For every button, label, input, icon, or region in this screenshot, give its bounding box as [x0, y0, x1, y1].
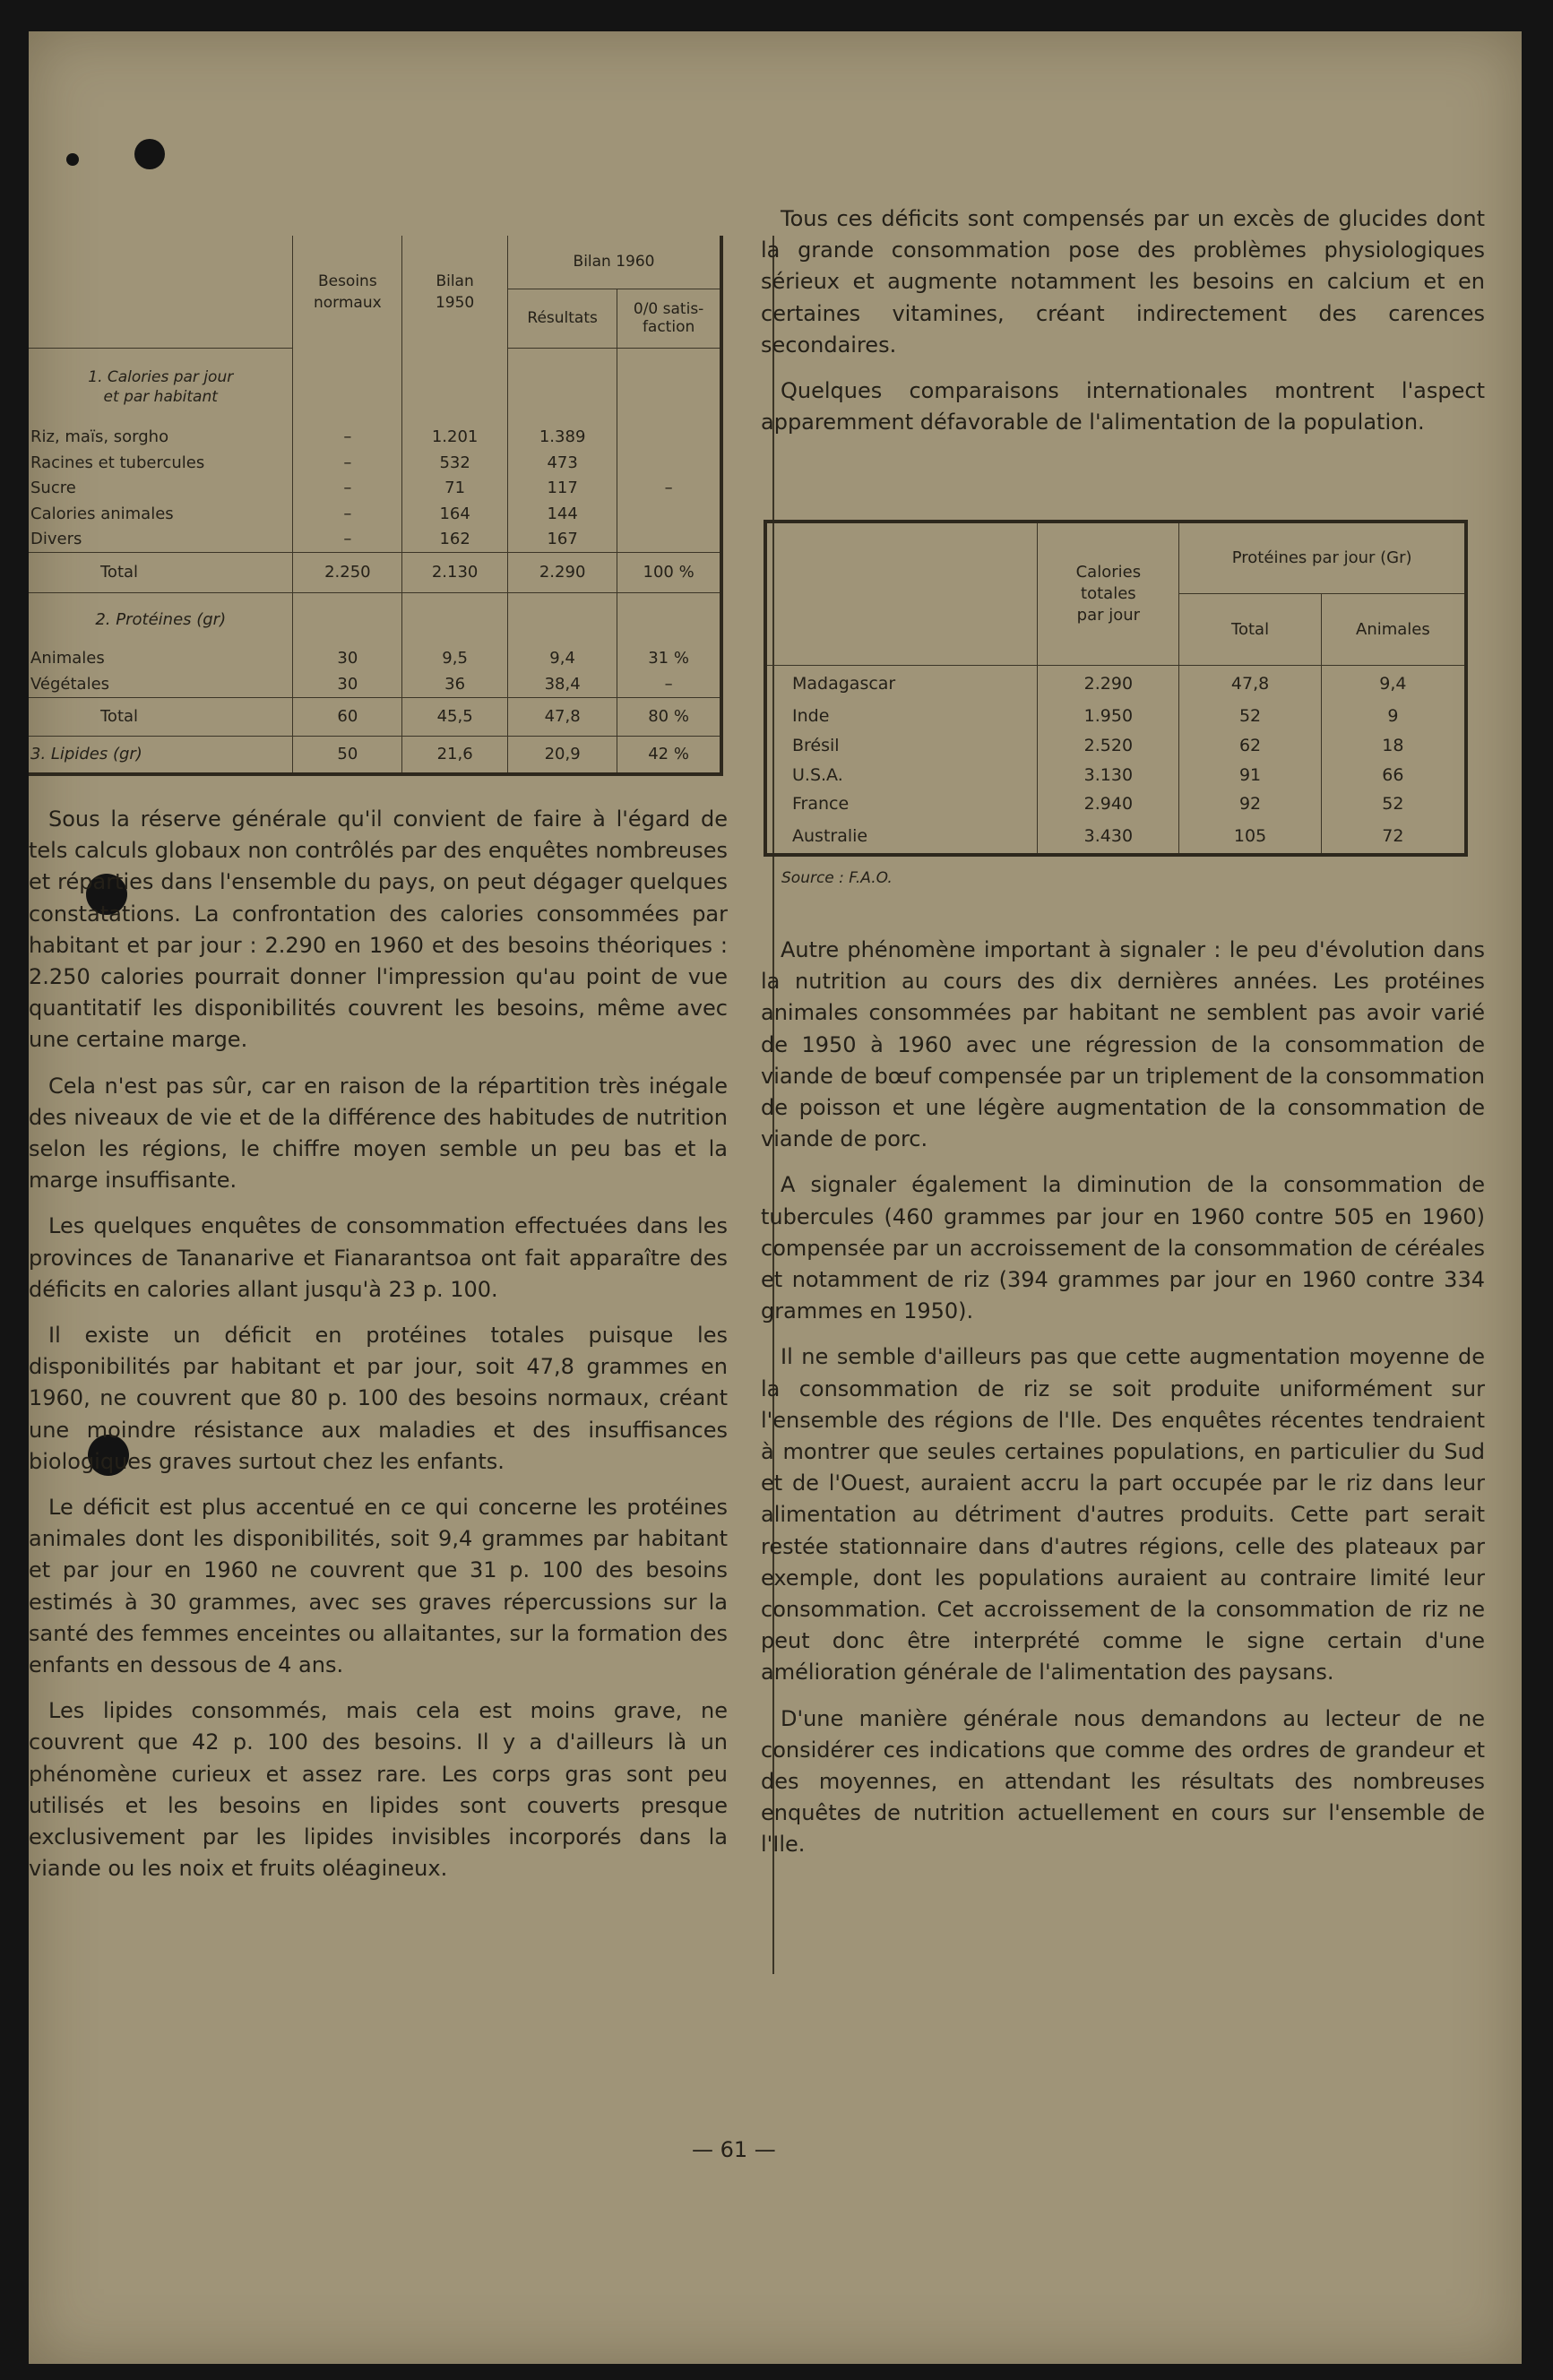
- left-column: [29, 804, 728, 1900]
- total-label: Total: [29, 698, 293, 737]
- cell: 38,4: [508, 672, 617, 698]
- cell: 31 %: [617, 646, 721, 671]
- cell: 36: [402, 672, 508, 698]
- header-animales: Animales: [1321, 593, 1466, 665]
- cell: 20,9: [508, 736, 617, 774]
- paragraph: Il existe un déficit en protéines totales puisque les disponibilités par habitant et par jour, soit 47,8 grammes en 1960, ne couvrent que 80 p. 100 des besoins normaux, créant une moindre résistance aux maladies et des insuffisances biologiques graves surtout chez les enfants.: [29, 1323, 728, 1474]
- table-source: Source : F.A.O.: [781, 869, 893, 887]
- right-column-bottom: [761, 935, 1485, 1876]
- international-comparison-table: [764, 520, 1468, 857]
- cell: 47,8: [1179, 666, 1321, 702]
- row-label: Sucre: [30, 479, 76, 498]
- cell: 100 %: [617, 553, 721, 593]
- row-label: Riz, maïs, sorgho: [30, 427, 169, 447]
- cell: 2.130: [402, 553, 508, 593]
- section-calories: 1. Calories par jour et par habitant: [88, 367, 234, 406]
- paragraph: A signaler également la diminution de la consommation de tubercules (460 grammes par jour en 1960 contre 505 en 1960) compensée par un accroissement de la consommation de céréales et notamment de riz (394 grammes par jour en 1960 contre 334 grammes en 1950).: [761, 1172, 1485, 1324]
- paragraph: Quelques comparaisons internationales montrent l'aspect apparemment défavorable de l'alimentation de la population.: [761, 378, 1485, 435]
- paragraph: D'une manière générale nous demandons au lecteur de ne considérer ces indications que comme des ordres de grandeur et des moyennes, en attendant les résultats des nombreuses enquêtes de nutrition actuellement en cours sur l'ensemble de l'Ile.: [761, 1705, 1485, 1858]
- cell: 42 %: [617, 736, 721, 774]
- cell: 91: [1179, 760, 1321, 789]
- cell: 71: [402, 476, 508, 501]
- cell: 2.520: [1038, 731, 1179, 761]
- cell: [617, 527, 721, 553]
- cell: 162: [402, 527, 508, 553]
- cell: 3.130: [1038, 760, 1179, 789]
- country-name: Australie: [792, 825, 868, 846]
- section-proteines: 2. Protéines (gr): [95, 609, 227, 629]
- cell: 66: [1321, 760, 1466, 789]
- cell: 47,8: [508, 698, 617, 737]
- cell: 105: [1179, 819, 1321, 855]
- cell: 9,5: [402, 646, 508, 671]
- cell: 2.290: [508, 553, 617, 593]
- cell: 2.290: [1038, 666, 1179, 702]
- row-label: Racines et tubercules: [30, 453, 205, 472]
- row-label: Calories animales: [30, 504, 174, 523]
- cell: 62: [1179, 731, 1321, 761]
- cell: 9: [1321, 702, 1466, 731]
- row-label: Animales: [30, 649, 105, 668]
- lipides-label: 3. Lipides (gr): [30, 744, 142, 763]
- cell: 144: [508, 501, 617, 526]
- cell: 45,5: [402, 698, 508, 737]
- document-page: [29, 31, 1522, 2364]
- cell: 3.430: [1038, 819, 1179, 855]
- cell: 1.389: [508, 425, 617, 450]
- cell: 52: [1321, 789, 1466, 819]
- paragraph: Sous la réserve générale qu'il convient de faire à l'égard de tels calculs globaux non contrôlés par des enquêtes nombreuses et réparties dans l'ensemble du pays, on peut dégager quelques constatations. La confrontation des calories consommées par habitant et par jour : 2.290 en 1960 et des besoins théoriques : 2.250 calories pourrait donner l'impression qu'au point de vue quantitatif les disponibilités couvrent les besoins, même avec une certaine marge.: [29, 806, 728, 1053]
- row-label: Végétales: [29, 672, 293, 698]
- cell: [617, 425, 721, 450]
- header-satisfaction: 0/0 satis- faction: [617, 289, 721, 348]
- paragraph: Les quelques enquêtes de consommation effectuées dans les provinces de Tananarive et Fianarantsoa ont fait apparaître des déficits en calories allant jusqu'à 23 p. 100.: [29, 1213, 728, 1302]
- cell: 18: [1321, 731, 1466, 761]
- cell: 52: [1179, 702, 1321, 731]
- paragraph: Cela n'est pas sûr, car en raison de la répartition très inégale des niveaux de vie et de la différence des habitudes de nutrition selon les régions, le chiffre moyen semble un peu bas et la marge insuffisante.: [29, 1073, 728, 1194]
- cell: 117: [508, 476, 617, 501]
- cell: 2.250: [293, 553, 402, 593]
- cell: –: [617, 476, 721, 501]
- row-label: Divers: [29, 527, 293, 553]
- country-name: Madagascar: [792, 674, 896, 694]
- cell: –: [293, 476, 402, 501]
- cell: 9,4: [1321, 666, 1466, 702]
- cell: [617, 450, 721, 475]
- nutrition-balance-table: [29, 236, 723, 776]
- cell: 1.950: [1038, 702, 1179, 731]
- header-proteines: Protéines par jour (Gr): [1179, 522, 1466, 593]
- cell: 2.940: [1038, 789, 1179, 819]
- cell: 473: [508, 450, 617, 475]
- cell: –: [293, 425, 402, 450]
- country-name: Inde: [792, 706, 830, 727]
- cell: 60: [293, 698, 402, 737]
- paragraph: Il ne semble d'ailleurs pas que cette augmentation moyenne de la consommation de riz se soit produite uniformément sur l'ensemble des régions de l'Ile. Des enquêtes récentes tendraient à montrer que seules certaines populations, en particulier du Sud et de l'Ouest, auraient accru la part occupée par le riz dans leur alimentation au détriment d'autres produits. Cette part serait restée stationnaire dans d'autres régions, celle des plateaux par exemple, dont les populations auraient au contraire limité leur consommation. Cet accroissement de la consommation de riz ne peut donc être interprété comme le signe certain d'une amélioration générale de l'alimentation des paysans.: [761, 1344, 1485, 1686]
- cell: –: [293, 527, 402, 553]
- header-besoins: Besoins normaux: [293, 236, 402, 349]
- cell: 164: [402, 501, 508, 526]
- cell: –: [293, 450, 402, 475]
- country-name: France: [792, 794, 850, 815]
- header-calories: Calories totales par jour: [1038, 522, 1179, 666]
- paragraph: Tous ces déficits sont compensés par un excès de glucides dont la grande consommation pose des problèmes physiologiques sérieux et augmente notamment les besoins en calcium et en certaines vitamines, créant indirectement des carences secondaires.: [761, 206, 1485, 358]
- cell: 532: [402, 450, 508, 475]
- country-name: Brésil: [792, 736, 840, 756]
- cell: 1.201: [402, 425, 508, 450]
- paragraph: Les lipides consommés, mais cela est moins grave, ne couvrent que 42 p. 100 des besoins. Il y a d'ailleurs là un phénomène curieux et assez rare. Les corps gras sont peu utilisés et les besoins en lipides sont couverts presque exclusivement par les lipides invisibles incorporés dans la viande ou les noix et fruits oléagineux.: [29, 1698, 728, 1882]
- total-label: Total: [29, 553, 293, 593]
- cell: –: [617, 672, 721, 698]
- cell: 21,6: [402, 736, 508, 774]
- cell: 72: [1321, 819, 1466, 855]
- header-resultats: Résultats: [508, 289, 617, 348]
- paragraph: Autre phénomène important à signaler : le peu d'évolution dans la nutrition au cours des dix dernières années. Les protéines animales consommées par habitant ne semblent pas avoir varié de 1950 à 1960 avec une régression de la consommation de viande de bœuf compensée par un triplement de la consommation de poisson et une légère augmentation de la consommation de viande de porc.: [761, 937, 1485, 1152]
- cell: 167: [508, 527, 617, 553]
- header-bilan-1960: Bilan 1960: [508, 236, 721, 289]
- cell: 80 %: [617, 698, 721, 737]
- punch-hole: [134, 139, 165, 169]
- cell: 92: [1179, 789, 1321, 819]
- right-column-top: [761, 203, 1485, 453]
- page-number: — 61 —: [692, 2137, 776, 2162]
- cell: 9,4: [508, 646, 617, 671]
- punch-hole: [66, 153, 79, 166]
- cell: [617, 501, 721, 526]
- cell: 50: [293, 736, 402, 774]
- cell: 30: [293, 646, 402, 671]
- country-name: U.S.A.: [792, 764, 843, 785]
- paragraph: Le déficit est plus accentué en ce qui concerne les protéines animales dont les disponibilités, soit 9,4 grammes par habitant et par jour en 1960 ne couvrent que 31 p. 100 des besoins estimés à 30 grammes, avec ses graves répercussions sur la santé des femmes enceintes ou allaitantes, sur la formation des enfants en dessous de 4 ans.: [29, 1495, 728, 1678]
- cell: 30: [293, 672, 402, 698]
- header-bilan-1950: Bilan 1950: [402, 236, 508, 349]
- cell: –: [293, 501, 402, 526]
- header-total: Total: [1179, 593, 1321, 665]
